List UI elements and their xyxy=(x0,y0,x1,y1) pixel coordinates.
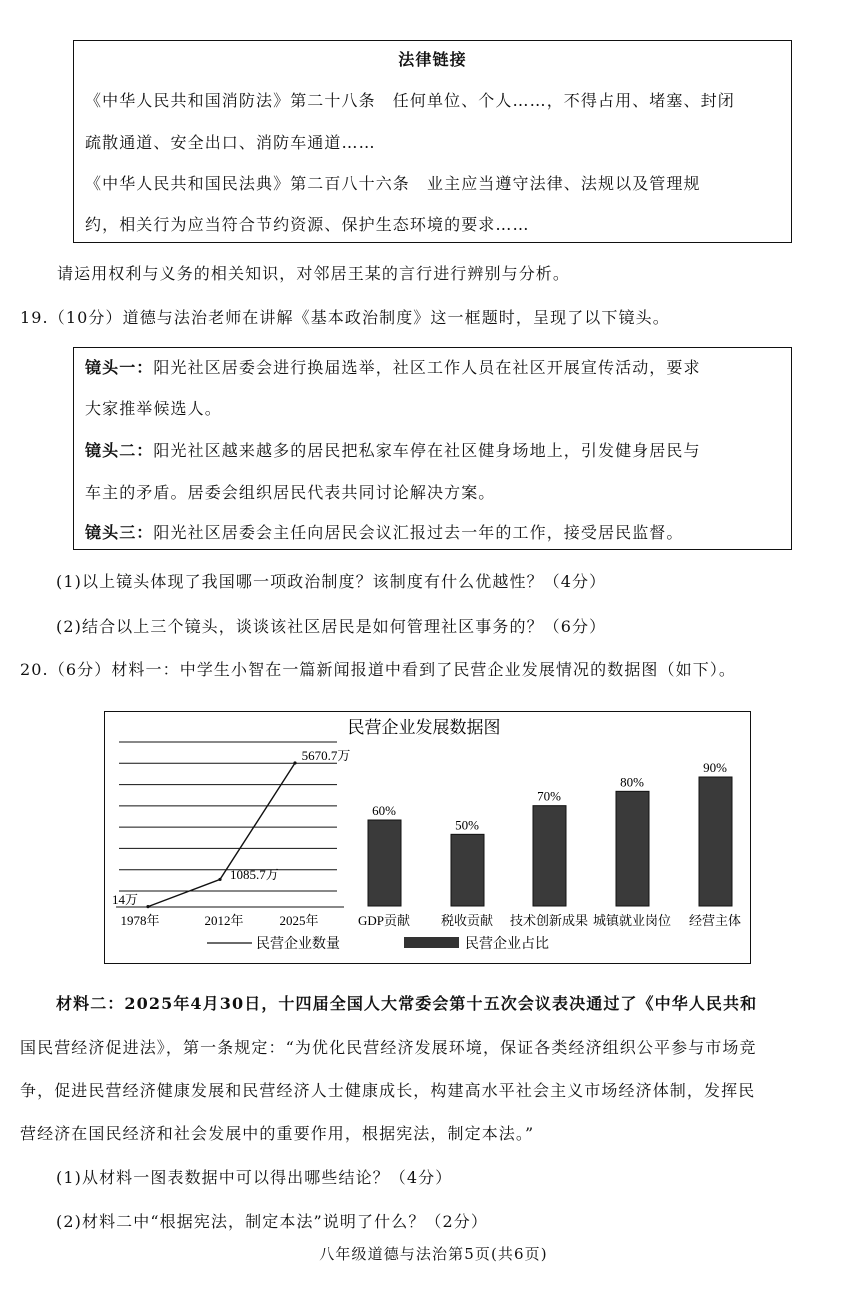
bar-series xyxy=(358,760,741,928)
bar-value-label: 70% xyxy=(537,788,561,804)
legend-bar-label: 民营企业占比 xyxy=(465,937,549,952)
material2-line: 营经济在国民经济和社会发展中的重要作用，根据宪法，制定本法。” xyxy=(20,1124,535,1143)
q20-stem: 20.（6分）材料一：中学生小智在一篇新闻报道中看到了民营企业发展情况的数据图（如下）。 xyxy=(20,660,737,679)
q18-prompt: 请运用权利与义务的相关知识，对邻居王某的言行进行辨别与分析。 xyxy=(57,264,571,283)
q19-stem: 19.（10分）道德与法治老师在讲解《基本政治制度》这一框题时，呈现了以下镜头。 xyxy=(20,308,670,327)
bar xyxy=(616,791,649,906)
shot-1-cont: 大家推举候选人。 xyxy=(85,399,222,418)
legal-line: 《中华人民共和国消防法》第二十八条 任何单位、个人……，不得占用、堵塞、封闭 xyxy=(85,91,735,110)
page-footer: 八年级道德与法治第5页(共6页) xyxy=(319,1245,548,1263)
line-point xyxy=(293,761,296,764)
shot-2 xyxy=(85,441,701,461)
bar-category-label: 税收贡献 xyxy=(440,913,494,928)
shot-3 xyxy=(85,523,684,543)
shot-label: 镜头二： xyxy=(85,441,154,460)
line-series xyxy=(112,748,350,928)
bar-value-label: 50% xyxy=(455,817,479,833)
material2-line: 国民营经济促进法》，第一条规定：“为优化民营经济发展环境，保证各类经济组织公平参与市场竞 xyxy=(20,1038,757,1057)
line-grid xyxy=(119,742,337,891)
bar-value-label: 90% xyxy=(703,760,727,775)
material2-text: 材料二：2025年4月30日，十四届全国人大常委会第十五次会议表决通过了《中华人民共和 xyxy=(56,994,758,1013)
point-label: 5670.7万 xyxy=(301,748,351,763)
line-point xyxy=(146,905,149,908)
bar-category-label: GDP贡献 xyxy=(357,913,411,928)
shot-text: 阳光社区居委会主任向居民会议汇报过去一年的工作，接受居民监督。 xyxy=(153,523,684,542)
x-tick-label: 2025年 xyxy=(279,913,319,928)
bar-value-label: 60% xyxy=(372,803,396,818)
bar xyxy=(451,834,484,906)
shot-label: 镜头一： xyxy=(85,358,154,377)
q19-sub1: (1)以上镜头体现了我国哪一项政治制度？该制度有什么优越性？（4分） xyxy=(56,572,607,591)
shot-label: 镜头三： xyxy=(85,523,154,542)
bar xyxy=(533,806,566,906)
chart-title: 民营企业发展数据图 xyxy=(347,718,501,737)
material2-line: 争，促进民营经济健康发展和民营经济人士健康成长，构建高水平社会主义市场经济体制，发挥民 xyxy=(20,1081,756,1100)
legend-bar-swatch xyxy=(404,937,459,948)
q20-sub2: (2)材料二中“根据宪法，制定本法”说明了什么？（2分） xyxy=(56,1212,489,1231)
chart-legend xyxy=(207,935,549,952)
legal-line: 疏散通道、安全出口、消防车通道…… xyxy=(85,133,376,152)
material2-line xyxy=(56,994,757,1014)
shot-1 xyxy=(85,358,701,378)
bar xyxy=(699,777,732,906)
bar-value-label: 80% xyxy=(620,774,644,790)
bar-category-label: 城镇就业岗位 xyxy=(592,913,672,928)
legend-line-label: 民营企业数量 xyxy=(256,937,340,952)
x-tick-label: 2012年 xyxy=(204,913,244,928)
bar-category-label: 技术创新成果 xyxy=(509,913,589,928)
chart xyxy=(104,711,751,964)
bar-category-label: 经营主体 xyxy=(688,913,742,928)
shot-text: 阳光社区越来越多的居民把私家车停在社区健身场地上，引发健身居民与 xyxy=(153,441,701,460)
line-point xyxy=(218,878,221,881)
legal-line: 《中华人民共和国民法典》第二百八十六条 业主应当遵守法律、法规以及管理规 xyxy=(85,174,701,193)
legal-link-title: 法律链接 xyxy=(398,50,467,69)
legal-line: 约，相关行为应当符合节约资源、保护生态环境的要求…… xyxy=(85,215,530,234)
shot-text: 阳光社区居委会进行换届选举，社区工作人员在社区开展宣传活动，要求 xyxy=(153,358,701,377)
q19-sub2: (2)结合以上三个镜头，谈谈该社区居民是如何管理社区事务的？（6分） xyxy=(56,617,607,636)
point-label: 1085.7万 xyxy=(230,867,279,882)
bar xyxy=(368,820,401,906)
shot-2-cont: 车主的矛盾。居委会组织居民代表共同讨论解决方案。 xyxy=(85,483,496,502)
q20-sub1: (1)从材料一图表数据中可以得出哪些结论？（4分） xyxy=(56,1168,453,1187)
point-label: 14万 xyxy=(112,892,139,907)
x-tick-label: 1978年 xyxy=(120,913,160,928)
